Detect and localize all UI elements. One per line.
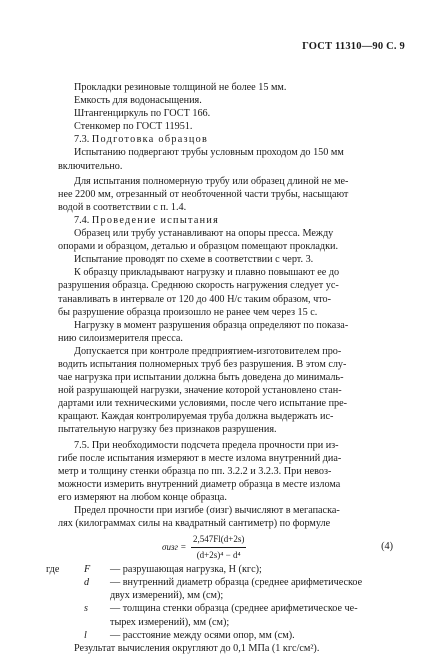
- paragraph-line: метр и толщину стенки образца по пп. 3.2.2 и 3.2.3. При невоз-: [58, 465, 332, 477]
- paragraph-line: Испытание проводят по схеме в соответствии с черт. 3.: [74, 254, 314, 266]
- result-line: Результат вычисления округляют до 0,1 МПа (1 кгс/см²).: [74, 642, 320, 654]
- paragraph-line: гибе после испытания измеряют в месте излома внутренний диа-: [58, 452, 342, 464]
- formula-denominator: (d+2s)⁴ − d⁴: [196, 550, 241, 561]
- paragraph-line: нию силоизмерителя пресса.: [58, 332, 183, 344]
- legend-item: [58, 629, 393, 642]
- section-number: 7.3.: [74, 134, 90, 146]
- section-heading-7-3: [58, 133, 393, 146]
- legend-item: [58, 576, 393, 589]
- paragraph-line: Испытанию подвергают трубы условным проходом до 150 мм: [74, 147, 344, 159]
- formula-number: (4): [381, 541, 393, 553]
- paragraph-line: нее 2200 мм, отрезанный от необточенной части трубы, насыщают: [58, 188, 349, 200]
- document-body: [46, 81, 393, 655]
- formula-numerator: 2,547Fl(d+2s): [191, 533, 246, 548]
- legend-symbol: l: [84, 629, 87, 641]
- section-title: Проведение испытания: [91, 214, 220, 226]
- paragraph-line: Для испытания полномерную трубу или образец длиной не ме-: [74, 175, 349, 187]
- legend-symbol: d: [84, 577, 90, 589]
- paragraph-line: лях (килограммах силы на квадратный сантиметр) по формуле: [58, 518, 331, 530]
- paragraph-line: его измеряют на любом конце образца.: [58, 491, 227, 503]
- symbol-legend: [46, 563, 393, 642]
- equipment-line-wall-gauge: Стенкомер по ГОСТ 11951.: [74, 121, 193, 133]
- legend-text: — разрушающая нагрузка, Н (кгс);: [110, 564, 262, 576]
- legend-continuation: тырех измерений), мм (см);: [110, 616, 230, 628]
- paragraph-line: разрушения образца. Среднюю скорость нагружения следует ус-: [58, 280, 339, 292]
- paragraph-line: чае нагрузка при испытании должна быть доведена до минималь-: [58, 372, 344, 384]
- formula-4: [58, 533, 393, 560]
- paragraph-line: водой в соответствии с п. 1.4.: [58, 201, 187, 213]
- paragraph-line: можности измерить внутренний диаметр образца в месте излома: [58, 478, 341, 490]
- legend-text: — внутренний диаметр образца (среднее арифметическое: [110, 577, 363, 589]
- paragraph-line: дартами или техническими условиями, после чего испытание пре-: [58, 398, 348, 410]
- equipment-line-container: Емкость для водонасыщения.: [74, 95, 202, 107]
- section-number: 7.4.: [74, 214, 90, 226]
- paragraph-line: ной разрушающей нагрузки, значение которой установлено стан-: [58, 385, 342, 397]
- paragraph-line: водить испытания полномерных труб без разрушения. В этом слу-: [58, 358, 347, 370]
- legend-continuation: двух измерений), мм (см);: [110, 590, 224, 602]
- page-header: ГОСТ 11310—90 С. 9: [302, 41, 405, 52]
- paragraph-line: кращают. Каждая контролируемая труба должна выдержать ис-: [58, 411, 334, 423]
- paragraph-line: танавливать в интервале от 120 до 400 Н/с таким образом, что-: [58, 293, 332, 305]
- equipment-line-gaskets: Прокладки резиновые толщиной не более 15 мм.: [74, 82, 287, 93]
- paragraph-line: Нагрузку в момент разрушения образца определяют по показа-: [74, 319, 349, 331]
- legend-symbol: s: [84, 603, 88, 615]
- paragraph-line: Допускается при контроле предприятием-изготовителем про-: [74, 345, 342, 357]
- paragraph-line: пытательную нагрузку без признаков разрушения.: [58, 424, 277, 436]
- legend-item: [58, 602, 393, 615]
- section-title: Подготовка образцов: [91, 134, 209, 146]
- legend-text: — толщина стенки образца (среднее арифметическое че-: [110, 603, 358, 615]
- legend-item: [46, 563, 393, 576]
- paragraph-line: бы разрушение образца произошло не ранее чем через 15 с.: [58, 306, 318, 318]
- paragraph-line: включительно.: [58, 160, 123, 172]
- formula-lhs: σизг =: [162, 542, 187, 553]
- paragraph-line: Предел прочности при изгибе (σизг) вычисляют в мегапаска-: [74, 505, 340, 516]
- formula-fraction: [191, 533, 246, 562]
- legend-text: — расстояние между осями опор, мм (см).: [110, 629, 295, 641]
- paragraph-line: опорами и образцом, деталью и образцом помещают прокладки.: [58, 241, 339, 253]
- section-heading-7-4: [58, 214, 393, 227]
- paragraph-line: 7.5. При необходимости подсчета предела прочности при из-: [74, 439, 339, 451]
- legend-lead: где: [46, 564, 60, 576]
- equipment-line-caliper: Штангенциркуль по ГОСТ 166.: [74, 108, 211, 120]
- paragraph-line: Образец или трубу устанавливают на опоры пресса. Между: [74, 228, 334, 240]
- paragraph-line: К образцу прикладывают нагрузку и плавно повышают ее до: [74, 267, 340, 279]
- legend-symbol: F: [84, 564, 91, 576]
